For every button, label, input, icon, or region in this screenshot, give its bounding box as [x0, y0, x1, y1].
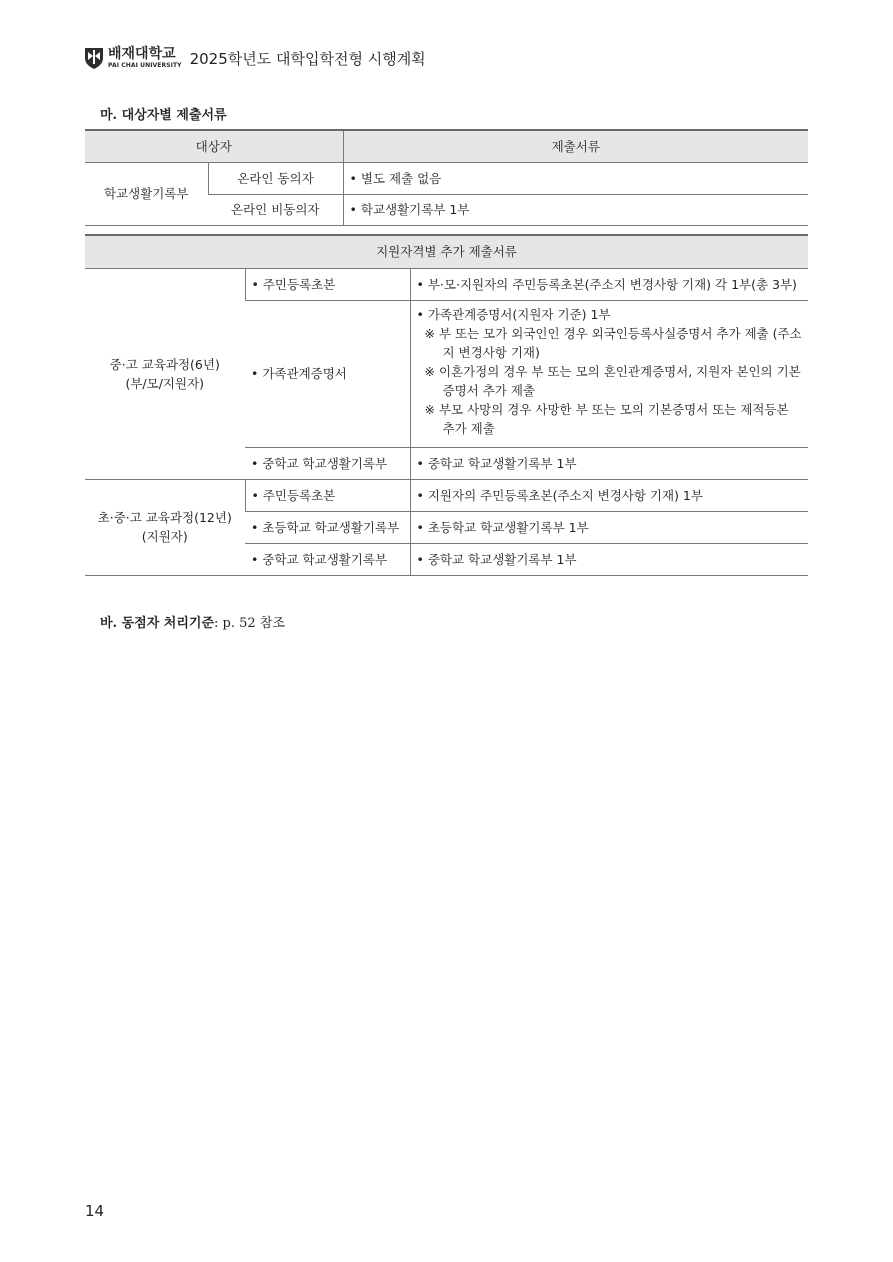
row-sub-label: 온라인 비동의자 — [208, 194, 343, 225]
row-document: • 학교생활기록부 1부 — [343, 194, 808, 225]
logo-korean-text: 배재대학교 — [108, 46, 176, 62]
section-ba-reference: : p. 52 참조 — [214, 616, 285, 631]
item-label: • 가족관계증명서 — [245, 300, 410, 447]
item-document: • 지원자의 주민등록초본(주소지 변경사항 기재) 1부 — [410, 479, 808, 511]
logo-english-text: PAI CHAI UNIVERSITY — [108, 62, 182, 69]
group-label-line2: (지원자) — [141, 529, 188, 544]
group-label — [85, 479, 245, 575]
page-header — [84, 42, 426, 74]
university-logo — [84, 46, 182, 70]
doc-note: ※ 부 또는 모가 외국인인 경우 외국인등록사실증명서 추가 제출 (주소지 변경사항 기재) — [424, 325, 802, 360]
row-document: • 별도 제출 없음 — [343, 162, 808, 194]
item-label: • 중학교 학교생활기록부 — [245, 447, 410, 479]
header-additional: 지원자격별 추가 제출서류 — [85, 235, 808, 268]
item-label: • 중학교 학교생활기록부 — [245, 543, 410, 575]
header-target: 대상자 — [85, 130, 343, 162]
item-label: • 주민등록초본 — [245, 268, 410, 300]
item-document — [410, 300, 808, 447]
section-title-ma: 마. 대상자별 제출서류 — [100, 108, 227, 123]
row-sub-label: 온라인 동의자 — [208, 162, 343, 194]
item-label: • 주민등록초본 — [245, 479, 410, 511]
group-label — [85, 268, 245, 479]
additional-documents-table — [85, 234, 808, 576]
shield-icon — [84, 46, 104, 70]
group-label-line2: (부/모/지원자) — [125, 375, 205, 391]
header-documents: 제출서류 — [343, 130, 808, 162]
group-label-line1: 초·중·고 교육과정(12년) — [97, 510, 232, 525]
item-document: • 중학교 학교생활기록부 1부 — [410, 447, 808, 479]
doc-main: • 가족관계증명서(지원자 기준) 1부 — [417, 307, 611, 322]
item-document: • 초등학교 학교생활기록부 1부 — [410, 511, 808, 543]
item-document: • 중학교 학교생활기록부 1부 — [410, 543, 808, 575]
doc-note: ※ 부모 사망의 경우 사망한 부 또는 모의 기본증명서 또는 제적등본 추가 제출 — [424, 401, 789, 436]
group-label: 학교생활기록부 — [85, 162, 208, 225]
page-number: 14 — [85, 1202, 105, 1220]
item-document: • 부·모·지원자의 주민등록초본(주소지 변경사항 기재) 각 1부(총 3부) — [410, 268, 808, 300]
group-label-line1: 중·고 교육과정(6년) — [109, 356, 220, 372]
document-title: 2025학년도 대학입학전형 시행계획 — [189, 49, 426, 68]
section-ba-label: 바. 동점자 처리기준 — [100, 616, 215, 631]
section-title-ba — [100, 612, 285, 631]
item-label: • 초등학교 학교생활기록부 — [245, 511, 410, 543]
doc-note: ※ 이혼가정의 경우 부 또는 모의 혼인관계증명서, 지원자 본인의 기본증명서 추가 제출 — [424, 363, 801, 398]
submission-table — [85, 129, 808, 226]
